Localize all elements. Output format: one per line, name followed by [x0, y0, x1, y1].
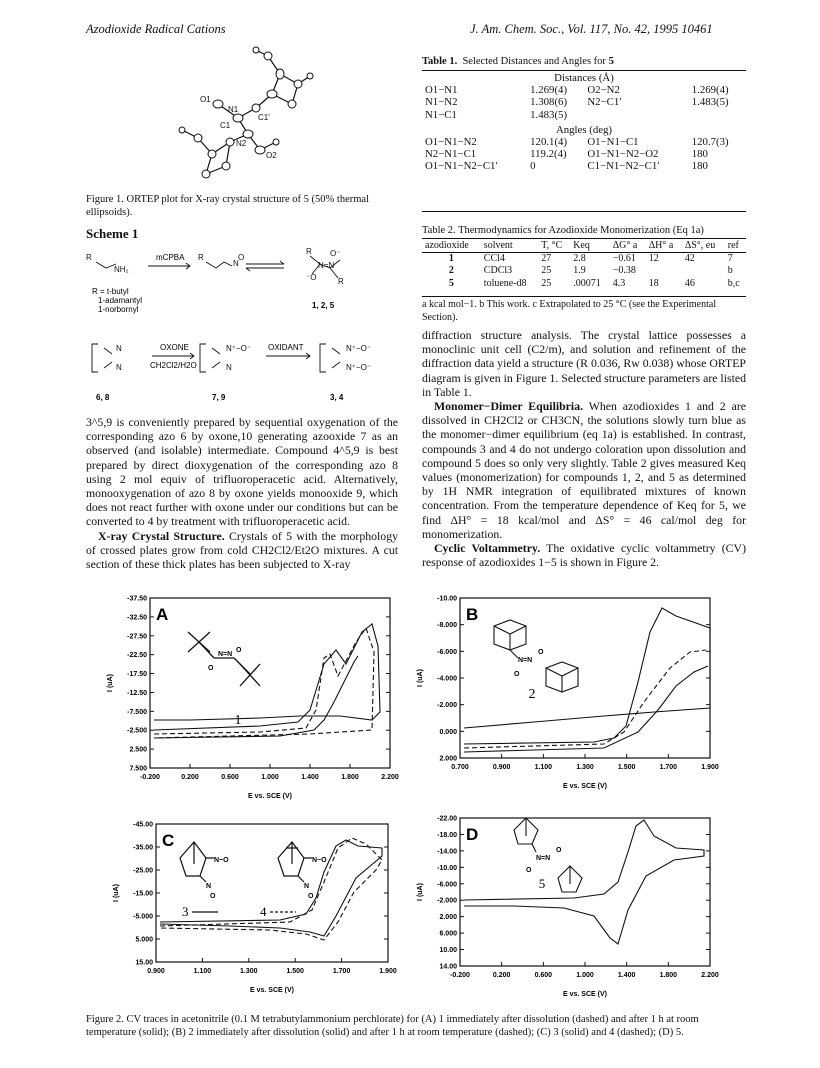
y-axis-label: I (uA): [113, 884, 120, 902]
table1: [422, 72, 746, 173]
cv-trace: [160, 840, 382, 936]
y-tick-label: 2.000: [439, 755, 457, 763]
x-axis-label: E vs. SCE (V): [248, 793, 292, 800]
svg-text:N: N: [116, 363, 122, 372]
y-tick-label: -6.000: [437, 648, 457, 656]
x-tick-label: 0.200: [492, 972, 511, 979]
panel-label: A: [156, 605, 169, 624]
scheme-label-68: 6, 8: [96, 393, 110, 402]
y-tick-label: -27.50: [127, 633, 147, 641]
section-heading-equilibria: Monomer−Dimer Equilibria.: [434, 399, 584, 414]
y-tick-label: -22.00: [437, 815, 457, 823]
y-tick-label: -14.00: [437, 848, 457, 856]
x-tick-label: 1.800: [341, 774, 359, 781]
x-tick-label: 0.900: [492, 764, 511, 771]
y-tick-label: -35.00: [133, 844, 153, 852]
norbornyl-cage: [558, 866, 582, 892]
y-tick-label: 14.00: [439, 963, 457, 971]
svg-text:N=N: N=N: [318, 261, 335, 270]
svg-text:N⁺−O⁻: N⁺−O⁻: [346, 344, 372, 353]
table2-title: Table 2. Thermodynamics for Azodioxide Monomerization (Eq 1a): [422, 225, 704, 236]
y-tick-label: -25.00: [133, 867, 153, 875]
right-paragraph-1: diffraction structure analysis. The crystal lattice possesses a monoclinic unit cell (C2/m), and solution and refinement of the diffraction data yield a structure (R 0.036, Rw 0.038) whose ORTEP diagram is given in Figure 1. Selected structure parameters are listed in Table 1.: [422, 328, 746, 399]
svg-text:N⁺−O⁻: N⁺−O⁻: [226, 344, 252, 353]
cv-panel-c: [110, 818, 400, 1008]
x-axis-label: E vs. SCE (V): [563, 991, 607, 998]
table1-title: Table 1. Selected Distances and Angles for 5: [422, 56, 614, 67]
svg-text:N: N: [226, 363, 232, 372]
right-paragraph-2: [422, 399, 746, 541]
running-header-left: Azodioxide Radical Cations: [86, 22, 226, 36]
table1-bottom-rule: [422, 211, 746, 212]
table2-bottom-rule: [422, 296, 746, 297]
y-tick-label: -8.000: [437, 622, 457, 630]
x-tick-label: 1.900: [701, 764, 719, 771]
bond: [510, 650, 518, 658]
scheme-1: [86, 244, 398, 412]
right-paragraph-2-body: When azodioxides 1 and 2 are dissolved in CH2Cl2 or CH3CN, the solutions slowly turn blue as the monomer−dimer equilibrium (eq 1a) is established. In contrast, compounds 3 and 4 do not undergo coloration upon dissolution and compound 5 does so only very slightly. Table 2 gives measured Keq values (monomerization) for compounds 1, 2, and 5 as determined by 1H NMR integration of equilibrated mixtures of known concentration. From the temperature dependence of Keq for 5, we find ΔH° = 18 kcal/mol and ΔS° = 46 cal/mol deg for monomerization.: [422, 399, 746, 541]
x-tick-label: 1.000: [576, 972, 594, 979]
table2-top-rule: [422, 238, 746, 239]
bond: [532, 844, 536, 852]
svg-text:O⁻: O⁻: [330, 249, 341, 258]
x-tick-label: 0.200: [181, 774, 199, 781]
y-axis-label: I (uA): [417, 669, 424, 687]
table-row: N1−C1 1.483(5): [425, 108, 568, 121]
scheme-label-34: 3, 4: [330, 393, 344, 402]
svg-text:NH₂: NH₂: [114, 265, 129, 274]
azodioxide-3-structure: [180, 842, 214, 882]
panel-label: B: [466, 605, 479, 624]
y-tick-label: -2.000: [437, 702, 457, 710]
adamantyl-cage: [494, 620, 526, 650]
svg-text:R: R: [338, 277, 344, 286]
table1-dist-head: Distances (Å): [554, 72, 614, 84]
svg-text:⁻O: ⁻O: [306, 273, 317, 282]
atom-label: N−O: [312, 857, 327, 864]
azodioxide-2-structure: [494, 620, 578, 692]
figure2-caption: Figure 2. CV traces in acetonitrile (0.1 M tetrabutylammonium perchlorate) for (A) 1 immediately after dissolution (dashed) and after 1 h at room temperature (solid); (B) 2 immediately after dissolution (solid) and after 1 h at room temperature (dashed); (C) 3 (solid) and 4 (dashed); (D) 5.: [86, 1014, 699, 1038]
y-tick-label: -22.50: [127, 652, 147, 660]
scheme-reagent-oxone: OXONE: [160, 343, 189, 352]
plot-frame: [460, 598, 710, 758]
y-tick-label: -18.00: [437, 831, 457, 839]
scheme-reagent-mcpba: mCPBA: [156, 253, 185, 262]
x-tick-label: 1.300: [576, 764, 594, 771]
y-tick-label: -2.000: [437, 897, 457, 905]
table-row: 5 toluene-d8 25 .00071 4.3 18 46 b,c: [448, 277, 740, 289]
x-tick-label: 1.400: [617, 972, 636, 979]
x-tick-label: 0.600: [221, 774, 239, 781]
ortep-label-o2: O2: [266, 151, 277, 160]
compound-label-3: 3: [182, 904, 189, 919]
scheme-solvent: CH2Cl2/H2O: [150, 361, 197, 370]
x-tick-label: 0.700: [451, 764, 469, 771]
cv-trace: [464, 650, 706, 748]
y-axis-label: I (uA): [417, 883, 424, 901]
y-tick-label: 5.000: [135, 936, 153, 944]
left-paragraph-2: [86, 529, 398, 572]
table-row: N2−N1−C1 119.2(4) O1−N1−N2−O2 180: [425, 148, 708, 161]
bicyclic-cage: [278, 842, 304, 876]
running-header-right: J. Am. Chem. Soc., Vol. 117, No. 42, 1995 10461: [470, 22, 713, 36]
svg-text:N⁺−O⁻: N⁺−O⁻: [346, 363, 372, 372]
scheme-reagent-oxidant: OXIDANT: [268, 343, 304, 352]
ortep-label-c1: C1: [220, 121, 231, 130]
bond: [199, 642, 214, 658]
table2: [422, 240, 746, 290]
table-header-row: azodioxide solvent T, °C Keq ΔG° a ΔH° a ΔS°, eu ref: [422, 240, 746, 253]
y-tick-label: -32.50: [127, 614, 147, 622]
y-tick-label: 0.000: [439, 728, 457, 736]
table-row: O1−N1−N2 120.1(4) O1−N1−C1 120.7(3): [425, 136, 729, 149]
atom-label: N: [206, 883, 212, 890]
right-paragraph-3-body: The oxidative cyclic voltammetry (CV) response of azodioxides 1−5 is shown in Figure 2.: [422, 541, 746, 570]
compound-label-1: 1: [234, 713, 242, 728]
cv-trace: [160, 838, 382, 940]
x-tick-label: 1.500: [617, 764, 636, 771]
azodioxide-4-structure: [278, 842, 312, 882]
atom-label: N: [304, 883, 310, 890]
y-tick-label: -6.000: [437, 881, 457, 889]
x-tick-label: -0.200: [450, 972, 470, 979]
atom-label: O: [526, 867, 532, 874]
x-tick-label: 1.700: [332, 968, 351, 975]
right-column-text: [422, 328, 746, 569]
y-tick-label: 15.00: [135, 959, 153, 967]
atom-label: O: [236, 647, 242, 654]
x-tick-label: 1.900: [379, 968, 397, 975]
atom-label: O: [208, 665, 214, 672]
norbornyl-cage: [514, 818, 538, 844]
x-tick-label: 0.900: [147, 968, 165, 975]
compound-label-4: 4: [260, 904, 267, 919]
section-heading-cv: Cyclic Voltammetry.: [434, 541, 541, 556]
right-paragraph-3: [422, 541, 746, 569]
section-heading-xray: X-ray Crystal Structure.: [98, 528, 225, 543]
y-tick-label: -2.500: [127, 727, 147, 735]
atom-label: O: [538, 649, 544, 656]
svg-text:R: R: [198, 253, 204, 262]
svg-text:N: N: [233, 259, 239, 268]
x-tick-label: 2.200: [381, 774, 399, 781]
cv-trace: [464, 608, 710, 744]
atom-label: N−O: [214, 857, 229, 864]
left-paragraph-1: 3^5,9 is conveniently prepared by sequential oxygenation of the corresponding azo 6 by oxone,10 generating azooxide 7 as an observed (and isolable) intermediate. Compound 4^5,9 is best prepared by direct dioxygenation of the corresponding azo 8 using 2 mol equiv of trifluoroperacetic acid. Alternatively, monooxygenation of azo 8 by oxone yields monooxide 9, which does not react further with oxone under our conditions but can be converted to 4 by treatment with trifluoroperacetic acid.: [86, 415, 398, 529]
table2-footnote: a kcal mol−1. b This work. c Extrapolated to 25 °C (see the Experimental Section).: [422, 299, 717, 323]
x-tick-label: 1.100: [534, 764, 553, 771]
atom-label: N=N: [536, 855, 551, 862]
y-tick-label: -15.00: [133, 890, 153, 898]
x-tick-label: 1.800: [659, 972, 678, 979]
atom-label: N=N: [218, 651, 233, 658]
table1-top-rule: [422, 70, 746, 71]
ortep-figure: [160, 42, 320, 192]
bicyclic-cage: [180, 842, 206, 876]
y-tick-label: 2.000: [439, 914, 457, 922]
cv-trace: [464, 666, 708, 752]
figure1-caption: Figure 1. ORTEP plot for X-ray crystal structure of 5 (50% thermal ellipsoids).: [86, 194, 369, 218]
table-row: 2 CDCl3 25 1.9 −0.38 b: [448, 265, 733, 277]
atom-label: O: [556, 847, 562, 854]
y-tick-label: -45.00: [133, 821, 153, 829]
scheme-r-norbornyl: 1-norbornyl: [98, 305, 139, 314]
table-row: 1 CCl4 27 2.8 −0.61 12 42 7: [448, 253, 733, 265]
x-tick-label: 2.200: [701, 972, 719, 979]
x-tick-label: 1.500: [286, 968, 304, 975]
compound-label-5: 5: [538, 876, 546, 891]
x-tick-label: 1.100: [193, 968, 212, 975]
scheme-label-125: 1, 2, 5: [312, 301, 335, 310]
x-tick-label: -0.200: [140, 774, 160, 781]
y-tick-label: 10.00: [439, 947, 457, 955]
x-axis-label: E vs. SCE (V): [250, 987, 294, 994]
cv-panel-d: [414, 812, 718, 1008]
svg-text:N: N: [116, 344, 122, 353]
adamantyl-cage: [546, 662, 578, 692]
y-tick-label: -12.50: [127, 689, 147, 697]
x-tick-label: 1.300: [240, 968, 258, 975]
y-tick-label: -37.50: [127, 595, 147, 603]
x-tick-label: 1.000: [261, 774, 279, 781]
azodioxide-1-structure: [188, 632, 260, 686]
y-tick-label: -10.00: [437, 864, 457, 872]
compound-label-2: 2: [528, 687, 536, 702]
cv-panel-a: [107, 592, 400, 802]
y-tick-label: -17.50: [127, 671, 147, 679]
scheme-r-def: R = t-butyl: [92, 287, 129, 296]
atom-label: O: [308, 893, 314, 900]
ortep-label-n1: N1: [228, 105, 239, 114]
y-tick-label: -7.500: [127, 708, 147, 716]
atom-label: N=N: [518, 657, 533, 664]
table-row: O1−N1−N2−C1′ 0 C1−N1−N2−C1′ 180: [425, 160, 708, 173]
left-paragraph-2-body: Crystals of 5 with the morphology of crossed plates grow from cold CH2Cl2/Et2O mixtures. A cut section of these thick plates has been subjected to X-ray: [86, 528, 398, 572]
svg-text:R: R: [306, 247, 312, 256]
scheme-title: Scheme 1: [86, 226, 139, 241]
y-tick-label: 2.500: [129, 746, 147, 754]
table-row: N1−N2 1.308(6) N2−C1′ 1.483(5): [425, 96, 729, 109]
ortep-label-o1: O1: [200, 95, 211, 104]
table1-ang-head: Angles (deg): [555, 123, 613, 136]
ortep-label-c1p: C1': [258, 113, 270, 122]
scheme-r-adamantyl: 1-adamantyl: [98, 296, 143, 305]
plot-frame: [150, 598, 390, 768]
left-column-text: [86, 415, 398, 571]
y-tick-label: -10.00: [437, 595, 457, 603]
cv-trace: [464, 820, 704, 944]
y-tick-label: -4.000: [437, 675, 457, 683]
y-axis-label: I (uA): [107, 674, 114, 692]
svg-text:O: O: [238, 253, 245, 262]
x-tick-label: 1.400: [301, 774, 319, 781]
cv-panel-b: [414, 592, 718, 788]
ortep-label-n2: N2: [236, 139, 247, 148]
x-tick-label: 0.600: [534, 972, 553, 979]
table-row: O1−N1 1.269(4) O2−N2 1.269(4): [425, 84, 729, 97]
cv-trace: [154, 628, 374, 738]
panel-label: C: [162, 831, 175, 850]
atom-label: O: [210, 893, 216, 900]
svg-text:R: R: [86, 253, 92, 262]
plot-frame: [460, 818, 710, 966]
atom-label: O: [514, 671, 520, 678]
scheme-label-79: 7, 9: [212, 393, 226, 402]
x-axis-label: E vs. SCE (V): [563, 783, 607, 790]
y-tick-label: 6.000: [439, 930, 457, 938]
y-tick-label: -5.000: [133, 913, 153, 921]
x-tick-label: 1.700: [659, 764, 678, 771]
panel-label: D: [466, 825, 479, 844]
y-tick-label: 7.500: [129, 765, 147, 773]
